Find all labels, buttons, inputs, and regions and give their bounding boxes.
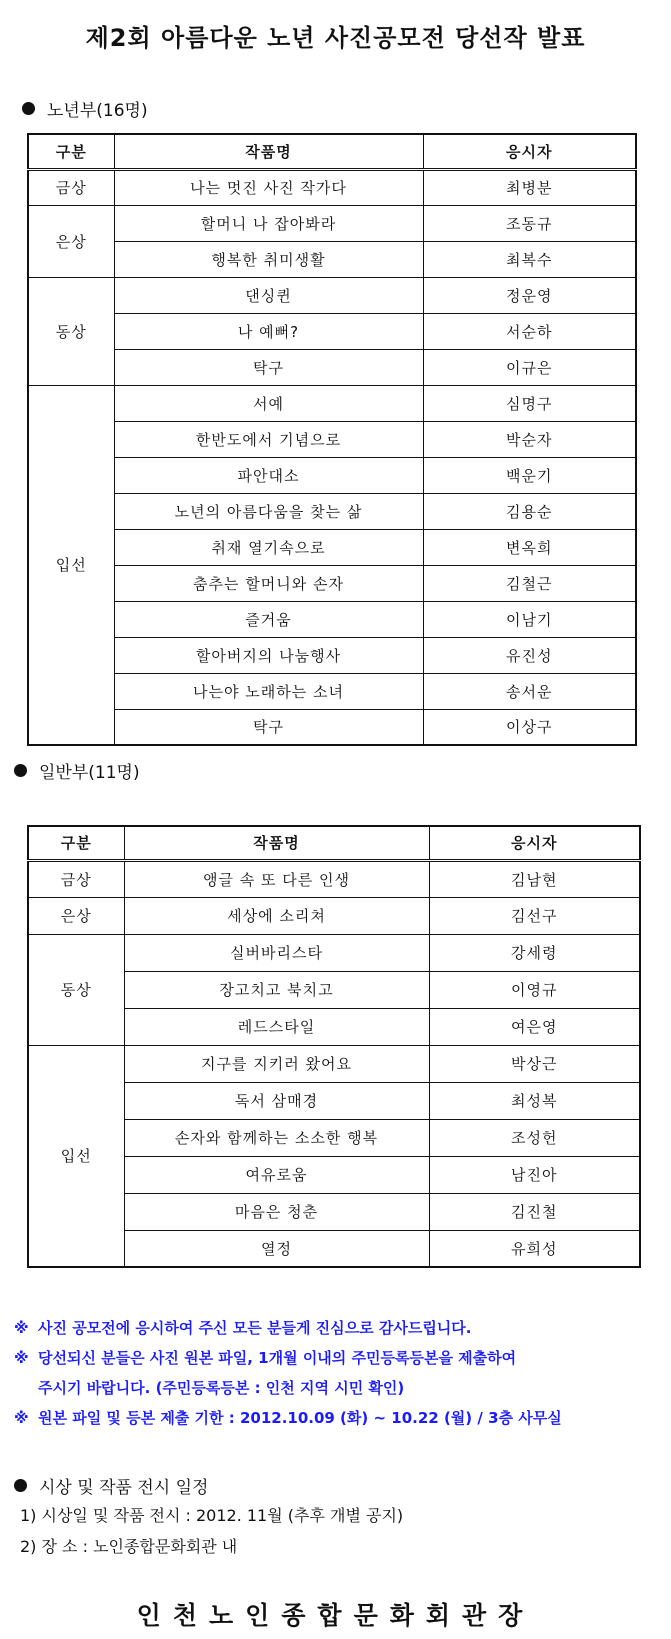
entrant-name-cell: 김진철: [429, 1193, 640, 1230]
work-title-cell: 한반도에서 기념으로: [114, 421, 423, 457]
work-title-cell: 손자와 함께하는 소소한 행복: [124, 1119, 429, 1156]
work-title-cell: 행복한 취미생활: [114, 241, 423, 277]
entrant-name-cell: 강세령: [429, 934, 640, 971]
entrant-name-cell: 백운기: [423, 457, 636, 493]
table-row: [28, 241, 636, 277]
entrant-name-cell: 심명구: [423, 385, 636, 421]
table-row: [28, 529, 636, 565]
table-row: [28, 860, 640, 897]
work-title-cell: 장고치고 북치고: [124, 971, 429, 1008]
entrant-name-cell: 유희성: [429, 1230, 640, 1267]
work-title-cell: 할아버지의 나눔행사: [114, 637, 423, 673]
work-title-cell: 탁구: [114, 349, 423, 385]
general-section-heading: [14, 758, 140, 783]
work-title-cell: 독서 삼매경: [124, 1082, 429, 1119]
work-title-cell: 레드스타일: [124, 1008, 429, 1045]
work-title-cell: 열정: [124, 1230, 429, 1267]
award-category-cell: 입선: [28, 1045, 124, 1267]
senior-section-heading: [22, 96, 148, 121]
table-row: [28, 934, 640, 971]
notice-line-submission-cont: [14, 1373, 664, 1403]
entrant-name-cell: 조동규: [423, 205, 636, 241]
notice-text: 당선되신 분들은 사진 원본 파일, 1개월 이내의 주민등록등본을 제출하여: [38, 1349, 517, 1367]
work-title-cell: 나는 멋진 사진 작가다: [114, 169, 423, 205]
work-title-cell: 댄싱퀸: [114, 277, 423, 313]
issuer-signature: 인천노인종합문화회관장: [136, 1601, 535, 1630]
entrant-name-cell: 김용순: [423, 493, 636, 529]
column-header-entrant: 응시자: [423, 134, 636, 169]
entrant-name-cell: 여은영: [429, 1008, 640, 1045]
award-category-cell: 동상: [28, 934, 124, 1045]
entrant-name-cell: 변옥희: [423, 529, 636, 565]
table-row: [28, 313, 636, 349]
work-title-cell: 지구를 지키러 왔어요: [124, 1045, 429, 1082]
senior-winners-table: [27, 133, 637, 746]
work-title-cell: 나 예뻐?: [114, 313, 423, 349]
entrant-name-cell: 이규은: [423, 349, 636, 385]
work-title-cell: 앵글 속 또 다른 인생: [124, 860, 429, 897]
award-category-cell: 금상: [28, 169, 114, 205]
table-row: [28, 637, 636, 673]
work-title-cell: 여유로움: [124, 1156, 429, 1193]
work-title-cell: 춤추는 할머니와 손자: [114, 565, 423, 601]
column-header-category: 구분: [28, 826, 124, 860]
reference-mark-icon: ※: [14, 1319, 29, 1337]
award-category-cell: 금상: [28, 860, 124, 897]
column-header-category: 구분: [28, 134, 114, 169]
schedule-list: [20, 1500, 403, 1562]
table-row: [28, 421, 636, 457]
table-row: [28, 385, 636, 421]
entrant-name-cell: 최성복: [429, 1082, 640, 1119]
reference-mark-icon: ※: [14, 1409, 29, 1427]
notice-text: 주시기 바랍니다. (주민등록등본 : 인천 지역 시민 확인): [38, 1379, 405, 1397]
work-title-cell: 즐거움: [114, 601, 423, 637]
entrant-name-cell: 남진아: [429, 1156, 640, 1193]
notice-line-deadline: [14, 1403, 664, 1433]
notice-text: 사진 공모전에 응시하여 주신 모든 분들게 진심으로 감사드립니다.: [38, 1319, 472, 1337]
award-category-cell: 은상: [28, 897, 124, 934]
bullet-icon: [22, 102, 35, 115]
page-title: 제2회 아름다운 노년 사진공모전 당선작 발표: [85, 24, 586, 52]
entrant-name-cell: 김선구: [429, 897, 640, 934]
column-header-entrant: 응시자: [429, 826, 640, 860]
table-row: [28, 897, 640, 934]
work-title-cell: 탁구: [114, 709, 423, 745]
notice-line-thanks: [14, 1313, 664, 1343]
table-row: [28, 601, 636, 637]
notice-block: [14, 1313, 664, 1433]
schedule-heading-label: 시상 및 작품 전시 일정: [39, 1478, 209, 1498]
entrant-name-cell: 김철근: [423, 565, 636, 601]
work-title-cell: 서예: [114, 385, 423, 421]
senior-heading-label: 노년부(16명): [47, 101, 148, 121]
entrant-name-cell: 최복수: [423, 241, 636, 277]
work-title-cell: 실버바리스타: [124, 934, 429, 971]
general-winners-table: [27, 825, 641, 1268]
entrant-name-cell: 조성헌: [429, 1119, 640, 1156]
work-title-cell: 할머니 나 잡아봐라: [114, 205, 423, 241]
table-row: [28, 493, 636, 529]
bullet-icon: [14, 764, 27, 777]
work-title-cell: 파안대소: [114, 457, 423, 493]
schedule-heading: [14, 1473, 208, 1498]
work-title-cell: 노년의 아름다움을 찾는 삶: [114, 493, 423, 529]
work-title-cell: 세상에 소리쳐: [124, 897, 429, 934]
award-category-cell: 동상: [28, 277, 114, 385]
entrant-name-cell: 박순자: [423, 421, 636, 457]
general-heading-label: 일반부(11명): [39, 763, 140, 783]
entrant-name-cell: 김남현: [429, 860, 640, 897]
entrant-name-cell: 송서운: [423, 673, 636, 709]
column-header-work: 작품명: [114, 134, 423, 169]
work-title-cell: 나는야 노래하는 소녀: [114, 673, 423, 709]
table-row: [28, 565, 636, 601]
entrant-name-cell: 이영규: [429, 971, 640, 1008]
table-row: [28, 673, 636, 709]
work-title-cell: 취재 열기속으로: [114, 529, 423, 565]
entrant-name-cell: 이상구: [423, 709, 636, 745]
column-header-work: 작품명: [124, 826, 429, 860]
entrant-name-cell: 이남기: [423, 601, 636, 637]
work-title-cell: 마음은 청춘: [124, 1193, 429, 1230]
table-row: [28, 277, 636, 313]
table-row: [28, 1045, 640, 1082]
table-row: [28, 169, 636, 205]
table-row: [28, 709, 636, 745]
award-category-cell: 입선: [28, 385, 114, 745]
entrant-name-cell: 서순하: [423, 313, 636, 349]
entrant-name-cell: 최병분: [423, 169, 636, 205]
table-row: [28, 457, 636, 493]
entrant-name-cell: 박상근: [429, 1045, 640, 1082]
schedule-item: 2) 장 소 : 노인종합문화회관 내: [20, 1537, 238, 1556]
notice-line-submission: [14, 1343, 664, 1373]
reference-mark-icon: ※: [14, 1349, 29, 1367]
notice-text: 원본 파일 및 등본 제출 기한 : 2012.10.09 (화) ~ 10.22 (월) / 3층 사무실: [38, 1409, 562, 1427]
award-category-cell: 은상: [28, 205, 114, 277]
bullet-icon: [14, 1479, 27, 1492]
table-row: [28, 349, 636, 385]
table-row: [28, 205, 636, 241]
entrant-name-cell: 유진성: [423, 637, 636, 673]
schedule-item: 1) 시상일 및 작품 전시 : 2012. 11월 (추후 개별 공지): [20, 1506, 404, 1525]
entrant-name-cell: 정운영: [423, 277, 636, 313]
